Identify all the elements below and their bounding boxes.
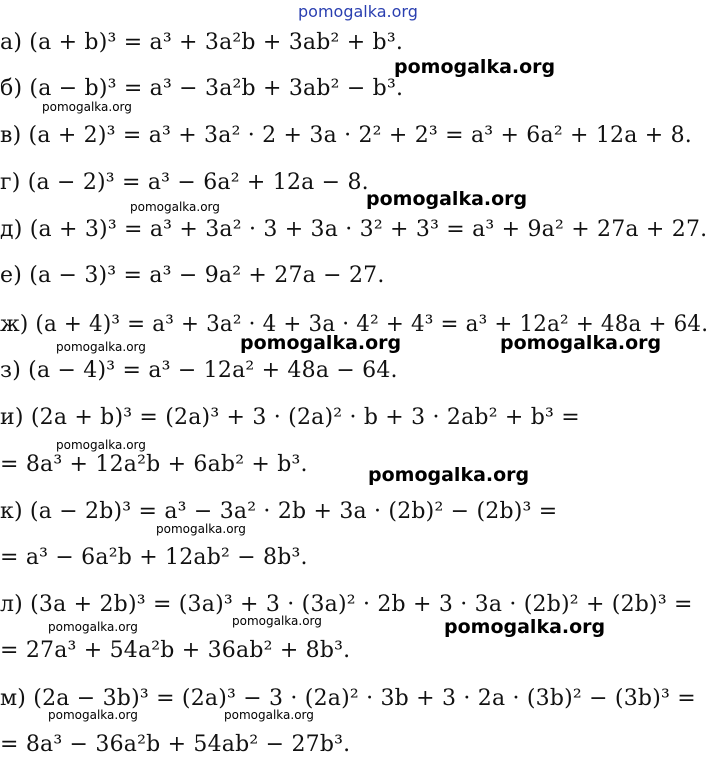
solution-line-l-cont: = 27a³ + 54a²b + 36ab² + 8b³. <box>0 638 351 663</box>
solution-line-v: в) (a + 2)³ = a³ + 3a² · 2 + 3a · 2² + 2³ = a³ + 6a² + 12a + 8. <box>0 123 692 148</box>
watermark: pomogalka.org <box>240 332 402 354</box>
solution-line-g: г) (a − 2)³ = a³ − 6a² + 12a − 8. <box>0 170 369 195</box>
solution-line-a: а) (a + b)³ = a³ + 3a²b + 3ab² + b³. <box>0 30 404 55</box>
watermark: pomogalka.org <box>232 614 322 628</box>
watermark-top: pomogalka.org <box>298 2 418 21</box>
watermark: pomogalka.org <box>48 620 138 634</box>
solution-line-i-cont: = 8a³ + 12a²b + 6ab² + b³. <box>0 452 308 477</box>
watermark: pomogalka.org <box>394 56 556 78</box>
solution-line-l: л) (3a + 2b)³ = (3a)³ + 3 · (3a)² · 2b + 3 · 3a · (2b)² + (2b)³ = <box>0 592 693 617</box>
watermark: pomogalka.org <box>130 200 220 214</box>
watermark: pomogalka.org <box>500 332 662 354</box>
watermark: pomogalka.org <box>368 464 530 486</box>
solution-line-b: б) (a − b)³ = a³ − 3a²b + 3ab² − b³. <box>0 76 404 101</box>
solution-line-k: к) (a − 2b)³ = a³ − 3a² · 2b + 3a · (2b)² − (2b)³ = <box>0 499 558 524</box>
solution-line-m-cont: = 8a³ − 36a²b + 54ab² − 27b³. <box>0 732 351 757</box>
watermark: pomogalka.org <box>224 708 314 722</box>
watermark: pomogalka.org <box>56 438 146 452</box>
solution-line-k-cont: = a³ − 6a²b + 12ab² − 8b³. <box>0 545 308 570</box>
solution-line-d: д) (a + 3)³ = a³ + 3a² · 3 + 3a · 3² + 3³ = a³ + 9a² + 27a + 27. <box>0 217 708 242</box>
watermark: pomogalka.org <box>48 708 138 722</box>
solution-line-z: з) (a − 4)³ = a³ − 12a² + 48a − 64. <box>0 358 398 383</box>
watermark: pomogalka.org <box>366 188 528 210</box>
watermark: pomogalka.org <box>444 616 606 638</box>
watermark: pomogalka.org <box>56 340 146 354</box>
solution-line-e: е) (a − 3)³ = a³ − 9a² + 27a − 27. <box>0 263 385 288</box>
watermark: pomogalka.org <box>156 522 246 536</box>
watermark: pomogalka.org <box>42 100 132 114</box>
solution-line-zh: ж) (a + 4)³ = a³ + 3a² · 4 + 3a · 4² + 4³ = a³ + 12a² + 48a + 64. <box>0 312 709 337</box>
solution-line-i: и) (2a + b)³ = (2a)³ + 3 · (2a)² · b + 3 · 2ab² + b³ = <box>0 405 580 430</box>
solution-line-m: м) (2a − 3b)³ = (2a)³ − 3 · (2a)² · 3b + 3 · 2a · (3b)² − (3b)³ = <box>0 686 696 711</box>
